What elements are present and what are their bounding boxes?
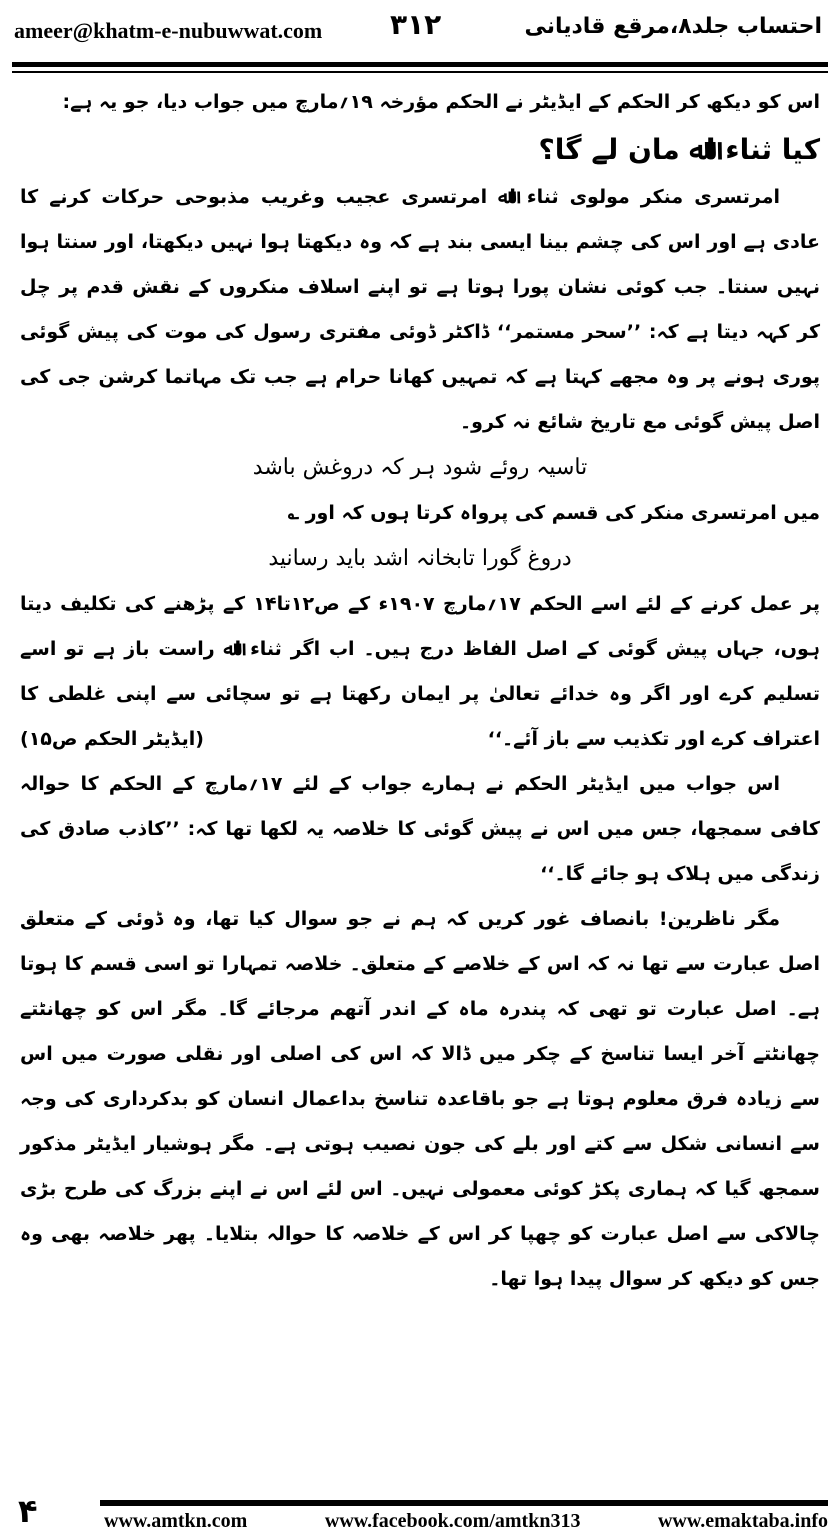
verse-1: تاسیہ روئے شود ہر کہ دروغش باشد — [252, 455, 588, 480]
paragraph-5: مگر ناظرین! بانصاف غور کریں کہ ہم نے جو سوال کیا تھا، وہ ڈوئی کے متعلق اصل عبارت سے تھا نہ کہ اس کے خلاصے کے متعلق۔ خلاصہ تمہارا تو اسی قسم کا ہوتا ہے۔ اصل عبارت تو تھی کہ پندرہ ماہ کے اندر آتھم مرجائے گا۔ مگر اس کو چھانٹتے چھانٹتے آخر ایسا تناسخ کے چکر میں ڈالا کہ اس کی اصلی اور نقلی صورت میں اس سے زیادہ فرق معلوم ہوتا ہے جو باقاعدہ تناسخ بداعمال انسان کو بدکرداری کی وجہ سے انسانی شکل سے کتے اور بلے کی جون نصیب ہوتی ہے۔ مگر ہوشیار ایڈیٹر مذکور سمجھ گیا کہ ہماری پکڑ کوئی معمولی نہیں۔ اس لئے اس نے اپنے بزرگ کی طرح بڑی چالاکی سے اصل عبارت کو چھپا کر اس کے خلاصہ کا حوالہ بتلایا۔ پھر خلاصہ بھی وہ جس کو دیکھ کر سوال پیدا ہوا تھا۔ — [20, 908, 820, 1290]
paragraph-2: میں امرتسری منکر کی قسم کی پرواہ کرتا ہوں کہ اور ؎ — [287, 502, 820, 524]
footer-link-amtkn[interactable]: www.amtkn.com — [104, 1509, 248, 1532]
verse-2: دروغ گورا تابخانہ اشد باید رسانید — [268, 546, 572, 571]
intro-line: اس کو دیکھ کر الحکم کے ایڈیٹر نے الحکم مؤرخہ ۱۹؍مارچ میں جواب دیا، جو یہ ہے: — [62, 91, 820, 113]
header-page-number: ۳۱۲ — [390, 8, 442, 41]
paragraph-4: اس جواب میں ایڈیٹر الحکم نے ہمارے جواب کے لئے ۱۷؍مارچ کے الحکم کا حوالہ کافی سمجھا، جس میں اس نے پیش گوئی کا خلاصہ یہ لکھا تھا کہ: ’’کاذب صادق کی زندگی میں ہلاک ہو جائے گا۔‘‘ — [20, 773, 820, 885]
citation-ref: (ایڈیٹر الحکم ص۱۵) — [20, 728, 204, 750]
footer-page-number: ۴ — [18, 1492, 38, 1530]
paragraph-3-text: پر عمل کرنے کے لئے اسے الحکم ۱۷؍مارچ ۱۹۰۷ء کے ص۱۲تا۱۴ کے پڑھنے کی تکلیف دیتا ہوں، جہاں پیش گوئی کے اصل الفاظ درج ہیں۔ اب اگر ثناء اﷲ راست باز ہے تو اسے تسلیم کرے اور اگر وہ خدائے تعالیٰ پر ایمان رکھتا ہے تو سچائی سے اپنی غلطی کا اعتراف کرے اور تکذیب سے باز آئے۔‘‘ — [20, 593, 820, 750]
header-book-title: احتساب جلد۸،مرقع قادیانی — [524, 14, 822, 39]
footer-link-emaktaba[interactable]: www.emaktaba.info — [657, 1509, 828, 1532]
page-body — [20, 80, 820, 1302]
header-email[interactable]: ameer@khatm-e-nubuwwat.com — [14, 18, 323, 43]
section-heading: کیا ثناء اﷲ مان لے گا؟ — [538, 133, 820, 166]
footer-links — [104, 1508, 828, 1534]
footer-link-facebook[interactable]: www.facebook.com/amtkn313 — [324, 1509, 581, 1532]
page-header — [0, 0, 840, 62]
paragraph-3 — [20, 582, 820, 762]
footer-rule — [100, 1500, 828, 1506]
header-rule-thin — [12, 71, 828, 73]
header-rule-thick — [12, 62, 828, 67]
page-footer — [0, 1488, 840, 1540]
paragraph-1: امرتسری منکر مولوی ثناء اﷲ امرتسری عجیب وغریب مذبوحی حرکات کرنے کا عادی ہے اور اس کی چشم بینا ایسی بند ہے کہ وہ دیکھتا ہوا نہیں دیکھتا، اور سنتا ہوا نہیں سنتا۔ جب کوئی نشان پورا ہوتا ہے تو اپنے اسلاف منکروں کے نقش قدم پر چل کر کہہ دیتا ہے کہ: ’’سحر مستمر‘‘ ڈاکٹر ڈوئی مفتری رسول کی موت کی پیش گوئی پوری ہونے پر وہ مجھے کہتا ہے کہ تمہیں کھانا حرام ہے جب تک مہاتما کرشن جی کی اصل پیش گوئی مع تاریخ شائع نہ کرو۔ — [20, 186, 820, 433]
